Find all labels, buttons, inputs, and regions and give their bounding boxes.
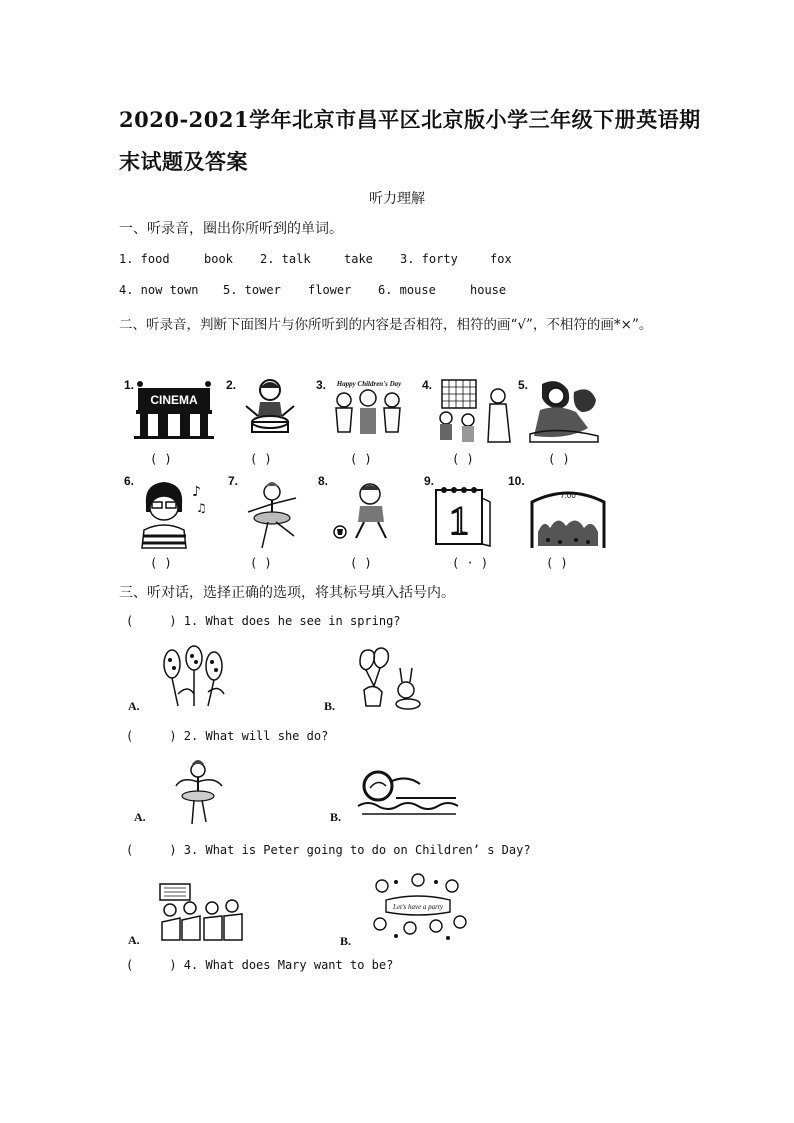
- word-option: take: [344, 252, 373, 266]
- part1-row-1: [0, 252, 794, 270]
- answer-paren[interactable]: ( ): [350, 452, 372, 466]
- option-b-label: B.: [340, 934, 352, 948]
- mother-child-picture: [528, 378, 600, 444]
- picture-number: 5.: [518, 378, 529, 392]
- calendar-date-text: 1: [449, 498, 469, 543]
- word-option: flower: [308, 283, 352, 297]
- answer-paren[interactable]: ( ): [150, 452, 172, 466]
- picture-number: 10.: [508, 474, 525, 488]
- answer-paren[interactable]: ( ): [546, 556, 568, 570]
- word-option: 5. tower: [223, 283, 281, 297]
- option-b-label: B.: [324, 699, 336, 713]
- balloons-rabbit-picture: [352, 646, 426, 710]
- picture-number: 6.: [124, 474, 135, 488]
- answer-paren[interactable]: ( ): [250, 556, 272, 570]
- word-option: fox: [490, 252, 512, 266]
- picture-number: 2.: [226, 378, 237, 392]
- swimmer-picture: [356, 764, 460, 818]
- cinema-sign-text: CINEMA: [150, 393, 198, 407]
- word-option: 2. talk: [260, 252, 311, 266]
- option-a-label: A.: [128, 933, 140, 947]
- word-option: 4. now town: [119, 283, 199, 297]
- word-option: house: [470, 283, 507, 297]
- answer-paren[interactable]: ( · ): [452, 556, 489, 570]
- part3-heading: 三、听对话，选择正确的选项，将其标号填入括号内。: [119, 585, 455, 601]
- music-note-icon: ♫: [196, 501, 207, 515]
- word-option: 6. mouse: [378, 283, 436, 297]
- document-title-line2: 末试题及答案: [119, 149, 248, 174]
- question-2: ( ) 2. What will she do?: [126, 729, 329, 743]
- answer-paren[interactable]: ( ): [452, 452, 474, 466]
- answer-paren[interactable]: ( ): [150, 556, 172, 570]
- drummer-girl-picture: [238, 376, 300, 438]
- girl-music-picture: [140, 478, 210, 550]
- option-b-label: B.: [330, 810, 342, 824]
- cinema-picture: [134, 378, 214, 440]
- calendar-picture: [432, 484, 496, 548]
- section-title: 听力理解: [369, 191, 425, 207]
- word-option: 3. forty: [400, 252, 458, 266]
- document-title-line1: 2020-2021学年北京市昌平区北京版小学三年级下册英语期: [119, 107, 701, 132]
- flowers-picture: [158, 644, 232, 710]
- answer-paren[interactable]: ( ): [548, 452, 570, 466]
- clock-time-text: 7:00: [560, 491, 576, 500]
- childrens-day-picture: [326, 376, 412, 440]
- party-banner-text: Let's have a party: [393, 903, 443, 911]
- option-a-label: A.: [128, 699, 140, 713]
- picture-number: 3.: [316, 378, 327, 392]
- picture-number: 9.: [424, 474, 435, 488]
- question-4: ( ) 4. What does Mary want to be?: [126, 958, 394, 972]
- music-note-icon: ♪: [192, 484, 201, 500]
- part1-row-2: [0, 283, 794, 301]
- park-clock-picture: [530, 488, 606, 550]
- childrens-day-sign: Happy Children's Day: [336, 380, 402, 388]
- boy-football-picture: [330, 478, 402, 544]
- question-3: ( ) 3. What is Peter going to do on Children’ s Day?: [126, 843, 531, 857]
- word-option: 1. food: [119, 252, 170, 266]
- picture-number: 8.: [318, 474, 329, 488]
- part2-heading: 二、听录音，判断下面图片与你所听到的内容是否相符，相符的画“√”，不相符的画*×”。: [119, 317, 653, 333]
- ballerina-picture: [240, 478, 306, 552]
- picture-number: 1.: [124, 378, 135, 392]
- question-1: ( ) 1. What does he see in spring?: [126, 614, 401, 628]
- picture-number: 7.: [228, 474, 239, 488]
- word-option: book: [204, 252, 233, 266]
- classroom-picture: [156, 878, 246, 944]
- part1-heading: 一、听录音，圈出你所听到的单词。: [119, 221, 343, 237]
- option-a-label: A.: [134, 810, 146, 824]
- ballet-dancer-picture: [172, 758, 226, 826]
- family-calendar-picture: [432, 376, 516, 446]
- answer-paren[interactable]: ( ): [250, 452, 272, 466]
- party-picture: [366, 872, 470, 944]
- answer-paren[interactable]: ( ): [350, 556, 372, 570]
- picture-number: 4.: [422, 378, 433, 392]
